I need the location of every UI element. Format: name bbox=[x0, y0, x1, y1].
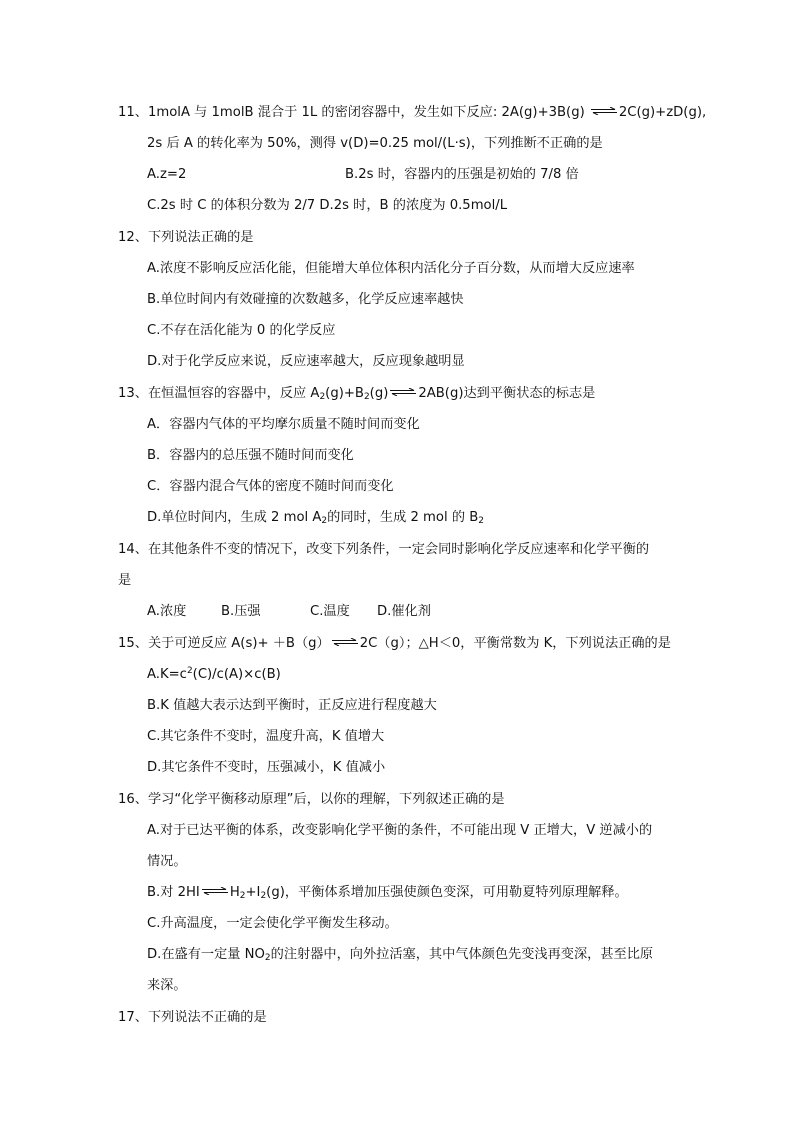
q14-option-b: B.压强 bbox=[221, 604, 261, 619]
q13-option-d-sub1: 2 bbox=[321, 516, 328, 526]
equilibrium-arrow-icon bbox=[332, 638, 358, 646]
q16-stem-text: 学习“化学平衡移动原理”后，以你的理解，下列叙述正确的是 bbox=[147, 792, 505, 807]
q15-stem-b: 2C（g）；△H＜0，平衡常数为 K，下列说法正确的是 bbox=[359, 636, 671, 651]
q15-option-a-b: (C)/c(A)×c(B) bbox=[192, 667, 281, 682]
q14-stem-text: 在其他条件不变的情况下，改变下列条件，一定会同时影响化学反应速率和化学平衡的 bbox=[147, 542, 650, 557]
q15-stem-a: 关于可逆反应 A(s)+ ＋B（g） bbox=[147, 636, 330, 651]
q13-stem-a: 在恒温恒容的容器中，反应 A bbox=[147, 386, 320, 401]
q16-option-d-line1 bbox=[147, 946, 653, 964]
q12-number: 12、 bbox=[118, 230, 148, 245]
q15-number: 15、 bbox=[118, 636, 148, 651]
q16-option-d-b: 的注射器中，向外拉活塞，其中气体颜色先变浅再变深，甚至比原 bbox=[270, 947, 654, 962]
q13-stem-d: 2AB(g)达到平衡状态的标志是 bbox=[418, 386, 596, 401]
q13-option-d-a: D.单位时间内，生成 2 mol A bbox=[147, 510, 322, 525]
q14-option-a: A.浓度 bbox=[147, 604, 187, 619]
q11-option-cd: C.2s 时 C 的体积分数为 2/7 D.2s 时，B 的浓度为 0.5mol/L bbox=[147, 198, 508, 213]
q17-stem-text: 下列说法不正确的是 bbox=[147, 1010, 267, 1025]
q15-stem bbox=[118, 635, 671, 653]
q13-stem-c: (g) bbox=[369, 386, 389, 401]
q12-option-d: D.对于化学反应来说，反应速率越大，反应现象越明显 bbox=[147, 354, 465, 369]
q11-number: 11、 bbox=[118, 105, 148, 120]
q12-option-c: C.不存在活化能为 0 的化学反应 bbox=[147, 323, 336, 338]
equilibrium-arrow-icon bbox=[202, 887, 228, 895]
q13-option-c: C．容器内混合气体的密度不随时间而变化 bbox=[147, 479, 394, 494]
q13-option-d-sub2: 2 bbox=[478, 516, 484, 526]
q12-stem bbox=[118, 229, 253, 247]
q16-option-a-line1: A.对于已达平衡的体系，改变影响化学平衡的条件，不可能出现 V 正增大，V 逆减小的 bbox=[147, 823, 653, 838]
q15-option-a-sup: 2 bbox=[186, 666, 193, 676]
q13-sub2: 2 bbox=[363, 392, 370, 402]
q13-sub1: 2 bbox=[319, 392, 326, 402]
q16-option-b-c: +I bbox=[245, 885, 261, 900]
q12-option-a: A.浓度不影响反应活化能，但能增大单位体积内活化分子百分数，从而增大反应速率 bbox=[147, 261, 635, 276]
q16-option-b bbox=[147, 884, 628, 902]
q16-option-a-line2: 情况。 bbox=[147, 854, 187, 869]
q11-stem-part1: 1molA 与 1molB 混合于 1L 的密闭容器中，发生如下反应: 2A(g)+3B(g) bbox=[147, 105, 585, 120]
q14-option-c: C.温度 bbox=[310, 604, 350, 619]
q16-option-b-sub1: 2 bbox=[239, 891, 246, 901]
q13-option-b: B．容器内的总压强不随时间而变化 bbox=[147, 448, 354, 463]
q16-option-d-line2: 来深。 bbox=[147, 978, 187, 993]
q16-number: 16、 bbox=[118, 792, 148, 807]
q16-option-b-b: H bbox=[229, 885, 240, 900]
q16-stem bbox=[118, 791, 505, 809]
q13-stem-b: (g)+B bbox=[325, 386, 364, 401]
q15-option-b: B.K 值越大表示达到平衡时，正反应进行程度越大 bbox=[147, 698, 437, 713]
q12-stem-text: 下列说法正确的是 bbox=[147, 230, 254, 245]
q11-line2: 2s 后 A 的转化率为 50%，测得 v(D)=0.25 mol/(L·s)，下列推断不正确的是 bbox=[147, 136, 603, 151]
q16-option-c: C.升高温度，一定会使化学平衡发生移动。 bbox=[147, 916, 398, 931]
equilibrium-arrow-icon bbox=[390, 388, 416, 396]
q15-option-d: D.其它条件不变时，压强减小，K 值减小 bbox=[147, 760, 386, 775]
q16-option-d-a: D.在盛有一定量 NO bbox=[147, 947, 265, 962]
q17-stem bbox=[118, 1009, 267, 1027]
q13-option-d bbox=[147, 509, 484, 527]
q11-option-a: A.z=2 bbox=[147, 167, 187, 182]
q11-line1 bbox=[118, 104, 706, 122]
q14-stem-line2: 是 bbox=[118, 573, 132, 588]
q14-stem-line1 bbox=[118, 541, 649, 559]
q13-option-a: A．容器内气体的平均摩尔质量不随时间而变化 bbox=[147, 417, 420, 432]
q16-option-d-sub: 2 bbox=[264, 953, 271, 963]
q15-option-c: C.其它条件不变时，温度升高，K 值增大 bbox=[147, 729, 385, 744]
q13-number: 13、 bbox=[118, 386, 148, 401]
q11-stem-part2: 2C(g)+zD(g), bbox=[618, 105, 707, 120]
q15-option-a bbox=[147, 666, 281, 684]
q14-option-d: D.催化剂 bbox=[377, 604, 431, 619]
q16-option-b-a: B.对 2HI bbox=[147, 885, 200, 900]
q13-stem bbox=[118, 385, 595, 403]
q16-option-b-d: (g)，平衡体系增加压强使颜色变深，可用勒夏特列原理解释。 bbox=[266, 885, 628, 900]
equilibrium-arrow-icon bbox=[591, 107, 617, 115]
q11-option-b: B.2s 时，容器内的压强是初始的 7/8 倍 bbox=[345, 167, 579, 182]
q12-option-b: B.单位时间内有效碰撞的次数越多，化学反应速率越快 bbox=[147, 292, 464, 307]
q15-option-a-a: A.K=c bbox=[147, 667, 187, 682]
q14-number: 14、 bbox=[118, 542, 148, 557]
q16-option-b-sub2: 2 bbox=[260, 891, 267, 901]
q17-number: 17、 bbox=[118, 1010, 148, 1025]
q13-option-d-b: 的同时，生成 2 mol 的 B bbox=[327, 510, 479, 525]
